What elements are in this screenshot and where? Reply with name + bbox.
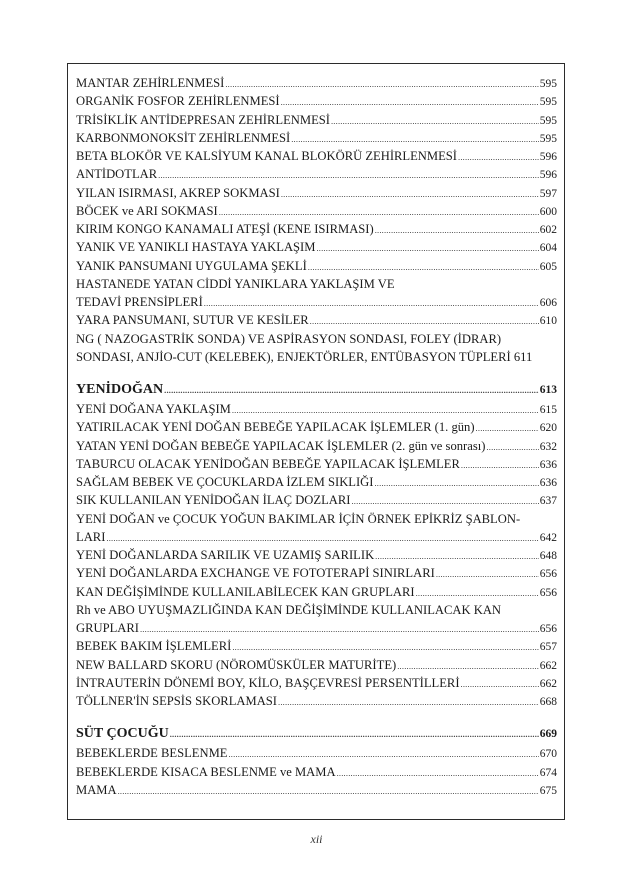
dot-leader [232, 637, 538, 656]
toc-entry-title: LARI [76, 529, 106, 544]
section-heading-row[interactable] [76, 724, 557, 744]
dot-leader [291, 129, 539, 148]
toc-entry-title: YARA PANSUMANI, SUTUR VE KESİLER [76, 313, 309, 328]
dot-leader [458, 147, 539, 166]
toc-entry-page: 595 [539, 132, 557, 145]
toc-entry-title: İNTRAUTERİN DÖNEMİ BOY, KİLO, BAŞÇEVRESİ PERSENTİLLERİ [76, 675, 460, 690]
dot-leader [106, 528, 538, 547]
toc-entry[interactable] [76, 692, 557, 710]
toc-entry[interactable] [76, 674, 557, 692]
section-heading: YENİDOĞAN [76, 382, 164, 397]
toc-entry[interactable] [76, 763, 557, 781]
toc-entry-page: 595 [539, 78, 557, 90]
dot-leader [278, 692, 539, 711]
toc-group-poisoning [76, 74, 557, 366]
toc-entry-page: 637 [539, 495, 557, 508]
toc-entry[interactable] [76, 348, 557, 366]
toc-entry-page: 668 [539, 696, 557, 708]
toc-entry-page: 596 [539, 151, 557, 163]
toc-entry-page: 642 [539, 531, 557, 544]
toc-entry-title: YENİ DOĞANLARDA EXCHANGE VE FOTOTERAPİ SINIRLARI [76, 566, 435, 581]
toc-entry-title: YANIK PANSUMANI UYGULAMA ŞEKLİ [76, 258, 307, 273]
dot-leader [225, 74, 538, 93]
toc-entry[interactable] [76, 111, 557, 129]
toc-entry[interactable] [76, 184, 557, 202]
dot-leader [140, 619, 539, 638]
toc-entry-title: MAMA [76, 782, 117, 797]
toc-entry-title: BEBEK BAKIM İŞLEMLERİ [76, 639, 232, 654]
toc-section-yenidogan [76, 380, 557, 710]
toc-entry[interactable] [76, 330, 557, 348]
toc-entry-title: ANTİDOTLAR [76, 167, 158, 182]
dot-leader [436, 564, 539, 583]
toc-entry-page: 605 [539, 260, 557, 273]
dot-leader [337, 763, 539, 782]
dot-leader [308, 257, 539, 276]
dot-leader [281, 92, 539, 111]
section-heading-row[interactable] [76, 380, 557, 400]
dot-leader [204, 293, 539, 312]
dot-leader [461, 455, 539, 474]
toc-entry-page: 656 [539, 623, 557, 635]
toc-entry-title: ORGANİK FOSFOR ZEHİRLENMESİ [76, 94, 280, 109]
toc-entry-title: YATIRILACAK YENİ DOĞAN BEBEĞE YAPILACAK İŞLEMLER (1. gün) [76, 420, 475, 435]
toc-entry-title: TÖLLNER'İN SEPSİS SKORLAMASI [76, 694, 277, 708]
dot-leader [170, 724, 539, 744]
toc-entry[interactable] [76, 74, 557, 92]
toc-entry[interactable] [76, 400, 557, 418]
dot-leader [374, 473, 538, 492]
toc-frame [67, 63, 565, 820]
toc-entry[interactable] [76, 147, 557, 165]
dot-leader [281, 184, 539, 203]
dot-leader [316, 238, 538, 257]
dot-leader [476, 418, 539, 437]
toc-group-newborn [76, 400, 557, 710]
toc-entry-title: YATAN YENİ DOĞAN BEBEĞE YAPILACAK İŞLEMLER (2. gün ve sonrası) [76, 438, 486, 453]
toc-entry[interactable] [76, 637, 557, 655]
toc-entry[interactable] [76, 293, 557, 311]
toc-entry-title: KARBONMONOKSİT ZEHİRLENMESİ [76, 130, 291, 145]
toc-entry[interactable] [76, 473, 557, 491]
toc-entry-page: 595 [539, 96, 557, 109]
toc-entry-page: 670 [539, 748, 557, 761]
toc-entry[interactable] [76, 418, 557, 436]
toc-entry-title: BETA BLOKÖR VE KALSİYUM KANAL BLOKÖRÜ ZEHİRLENMESİ [76, 149, 457, 163]
toc-entry[interactable] [76, 528, 557, 546]
toc-entry-title: YANIK VE YANIKLI HASTAYA YAKLAŞIM [76, 240, 316, 255]
toc-entry-title: BÖCEK ve ARI SOKMASI [76, 203, 218, 218]
toc-entry[interactable] [76, 564, 557, 582]
toc-entry-page: 596 [539, 169, 557, 182]
toc-entry[interactable] [76, 437, 557, 455]
toc-entry-page: 600 [539, 205, 557, 218]
toc-entry-page: 636 [539, 458, 557, 471]
toc-entry-title: GRUPLARI [76, 621, 139, 635]
toc-entry-page: 636 [539, 477, 557, 489]
toc-entry-page: 648 [539, 550, 557, 562]
toc-entry[interactable] [76, 92, 557, 110]
toc-entry-title: HASTANEDE YATAN CİDDİ YANIKLARA YAKLAŞIM VE [76, 276, 395, 291]
toc-entry[interactable] [76, 781, 557, 799]
toc-entry[interactable] [76, 619, 557, 637]
dot-leader [164, 380, 539, 400]
toc-entry[interactable] [76, 510, 557, 528]
toc-entry[interactable] [76, 601, 557, 619]
toc-entry[interactable] [76, 275, 557, 293]
toc-entry-title: TEDAVİ PRENSİPLERİ [76, 295, 203, 309]
toc-entry-page: 657 [539, 641, 557, 654]
toc-entry-title: SAĞLAM BEBEK VE ÇOCUKLARDA İZLEM SIKLIĞI [76, 475, 374, 489]
toc-entry-title: SIK KULLANILAN YENİDOĞAN İLAÇ DOZLARI [76, 493, 351, 508]
toc-entry-page: 597 [539, 187, 557, 200]
toc-entry[interactable] [76, 220, 557, 238]
toc-entry-title: YENİ DOĞAN ve ÇOCUK YOĞUN BAKIMLAR İÇİN ÖRNEK EPİKRİZ ŞABLON- [76, 511, 521, 526]
dot-leader [228, 744, 538, 763]
toc-entry-title: Rh ve ABO UYUŞMAZLIĞINDA KAN DEĞİŞİMİNDE KULLANILACAK KAN [76, 602, 502, 617]
section-heading-page: 613 [539, 384, 557, 396]
dot-leader [118, 781, 539, 800]
dot-leader [351, 491, 538, 510]
toc-entry-page: 632 [539, 440, 557, 453]
toc-entry-page: 604 [539, 242, 557, 255]
toc-entry-title: NEW BALLARD SKORU (NÖROMÜSKÜLER MATURİTE) [76, 657, 397, 672]
toc-entry-page: 595 [539, 114, 557, 127]
toc-entry-page: 674 [539, 766, 557, 779]
toc-entry[interactable] [76, 583, 557, 601]
section-heading-page: 669 [539, 728, 557, 741]
dot-leader [158, 165, 539, 184]
toc-entry-page: 675 [539, 784, 557, 797]
toc-entry-title: BEBEKLERDE KISACA BESLENME ve MAMA [76, 764, 336, 779]
dot-leader [486, 437, 538, 456]
toc-entry[interactable] [76, 202, 557, 220]
dot-leader [331, 111, 539, 130]
toc-entry[interactable] [76, 744, 557, 762]
toc-entry[interactable] [76, 129, 557, 147]
toc-entry[interactable] [76, 491, 557, 509]
toc-entry-page: 620 [539, 422, 557, 435]
toc-entry-page: 615 [539, 404, 557, 416]
toc-entry-title: BEBEKLERDE BESLENME [76, 746, 228, 761]
toc-entry-title: NG ( NAZOGASTRİK SONDA) VE ASPİRASYON SONDASI, FOLEY (İDRAR) [76, 331, 502, 346]
toc-entry[interactable] [76, 656, 557, 674]
toc-entry-title: MANTAR ZEHİRLENMESİ [76, 76, 225, 90]
dot-leader [310, 311, 539, 330]
toc-entry-page: 610 [539, 315, 557, 328]
toc-entry-title: YENİ DOĞANLARDA SARILIK VE UZAMIŞ SARILIK [76, 548, 375, 562]
toc-entry[interactable] [76, 311, 557, 329]
toc-entry-title: YILAN ISIRMASI, AKREP SOKMASI [76, 185, 280, 200]
page-number-footer: xii [310, 832, 323, 846]
toc-entry-page: 662 [539, 677, 557, 690]
toc-section-sut-cocugu [76, 724, 557, 799]
toc-group-infant [76, 744, 557, 799]
section-heading: SÜT ÇOCUĞU [76, 726, 169, 742]
toc-entry-title: YENİ DOĞANA YAKLAŞIM [76, 402, 231, 416]
toc-entry[interactable] [76, 238, 557, 256]
dot-leader [232, 400, 539, 419]
toc-entry-title: KAN DEĞİŞİMİNDE KULLANILABİLECEK KAN GRUPLARI [76, 584, 415, 599]
toc-entry-page: 606 [539, 297, 557, 309]
dot-leader [375, 546, 539, 565]
toc-entry[interactable] [76, 257, 557, 275]
toc-entry[interactable] [76, 165, 557, 183]
toc-entry-title: KIRIM KONGO KANAMALI ATEŞİ (KENE ISIRMASI) [76, 222, 374, 236]
toc-entry-page: 602 [539, 224, 557, 236]
dot-leader [375, 220, 539, 239]
dot-leader [416, 583, 539, 602]
dot-leader [397, 656, 539, 675]
dot-leader [461, 674, 539, 693]
toc-entry[interactable] [76, 455, 557, 473]
toc-entry[interactable] [76, 546, 557, 564]
toc-entry-title: TABURCU OLACAK YENİDOĞAN BEBEĞE YAPILACAK İŞLEMLER [76, 456, 460, 471]
toc-entry-page: 656 [539, 568, 557, 581]
toc-entry-title: SONDASI, ANJİO-CUT (KELEBEK), ENJEKTÖRLER, ENTÜBASYON TÜPLERİ 611 [76, 349, 533, 364]
toc-entry-page: 656 [539, 586, 557, 599]
toc-entry-page: 662 [539, 659, 557, 672]
dot-leader [219, 202, 539, 221]
toc-entry-title: TRİSİKLİK ANTİDEPRESAN ZEHİRLENMESİ [76, 112, 330, 127]
